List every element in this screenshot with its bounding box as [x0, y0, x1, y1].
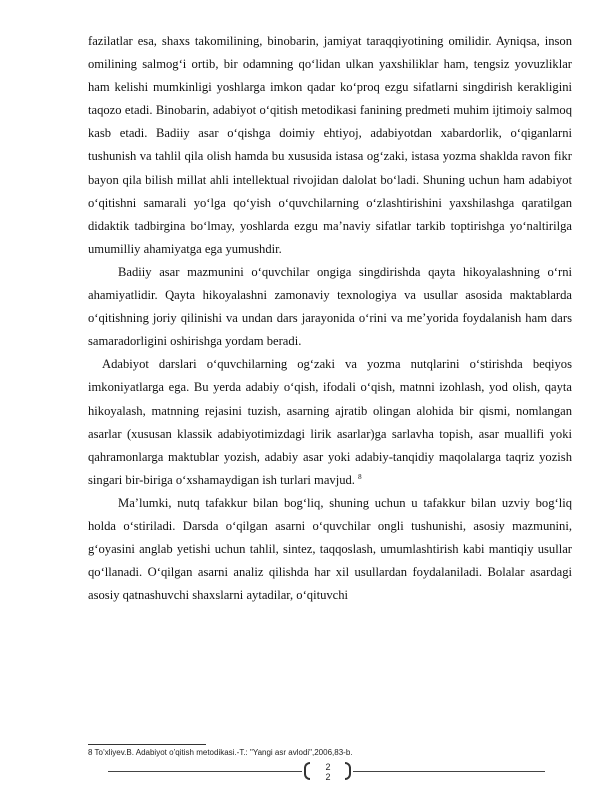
footnote-separator [88, 744, 206, 745]
footnote: 8 To’xliyev.B. Adabiyot o’qitish metodikasi.-T.: "Yangi asr avlodi",2006,83-b. [88, 748, 353, 757]
left-brace-icon [304, 762, 310, 780]
paragraph-4: Ma’lumki, nutq tafakkur bilan bog‘liq, shuning uchun u tafakkur bilan uzviy bog‘liq holda o‘stiriladi. Darsda o‘qilgan asarni o‘quvchilar ongli tushunishi, asosiy mazmunini, g‘oyasini anglab yetishi uchun tahlil, sintez, taqqoslash, umumlashtirish kabi mantiqiy usullar qo‘llanadi. O‘qilgan asarni analiz qilishda har xil usullardan foydalaniladi. Bolalar asardagi asosiy qatnashuvchi shaxslarni aytadilar, o‘qituvchi [88, 495, 572, 603]
page-number [316, 762, 340, 782]
paragraph-2: Badiiy asar mazmunini o‘quvchilar ongiga singdirishda qayta hikoyalashning o‘rni ahamiyatlidir. Qayta hikoyalashni zamonaviy texnologiya va usullar asosida maktablarda o‘qitishning joriy qilinishi va undan dars jarayonida o‘rini va me’yorida foydalanish ham dars samaradorligini oshirishga yordam beradi. [88, 264, 572, 349]
footnote-reference[interactable]: 8 [358, 472, 362, 481]
footer-rule-right [353, 771, 545, 772]
paragraph-3 [88, 353, 572, 492]
footer-rule-left [108, 771, 302, 772]
page-body [88, 30, 572, 607]
page-number-line-1: 2 [325, 762, 331, 772]
page-number-line-2: 2 [325, 772, 331, 782]
right-brace-icon [345, 762, 351, 780]
paragraph-3-text: Adabiyot darslari o‘quvchilarning og‘zaki va yozma nutqlarini o‘stirishda beqiyos imkoniyatlarga ega. Bu yerda adabiy o‘qish, ifodali o‘qish, matnni izohlash, yod olish, qayta hikoyalash, matnning rejasini tuzish, asarning ajratib olingan alohida bir qismi, nomlangan asarlar (xususan klassik adabiyotimizdagi lirik asarlar)ga sarlavha topish, asar muallifi yoki qahramonlarga maktublar yozish, adabiy asar yoki adabiy-tanqidiy maqolalarga taqriz yozish singari bir-biriga o‘xshamaydigan ish turlari mavjud. [88, 357, 572, 487]
paragraph-1: fazilatlar esa, shaxs takomilining, binobarin, jamiyat taraqqiyotining omilidir. Ayniqsa, inson omilining salmog‘i ortib, bir odamning qo‘lidan ulkan yaxshiliklar ham, tengsiz yovuzliklar ham kelishi mumkinligi yoshlarga imkon qadar ko‘proq ezgu sifatlarni singdirish kerakligini taqozo etadi. Binobarin, adabiyot o‘qitish metodikasi fanining predmeti muhim ijtimoiy salmoq kasb etadi. Badiiy asar o‘qishga doimiy ehtiyoj, adabiyotdan xabardorlik, o‘qiganlarni tushunish va tahlil qila olish hamda bu xususida istasa og‘zaki, istasa yozma shaklda ravon fikr bayon qila bilish millat ahli intellektual rivojidan dalolat bo‘ladi. Shuning uchun ham adabiyot o‘qitishni samarali yo‘lga qo‘yish o‘quvchilarning o‘zlashtirishini yaxshilashga qaratilgan didaktik tadbirgina bo‘lmay, yoshlarda ezgu ma’naviy sifatlar tarkib toptirishga yo‘naltirilga umumilliy ahamiyatga ega yumushdir. [88, 34, 572, 256]
